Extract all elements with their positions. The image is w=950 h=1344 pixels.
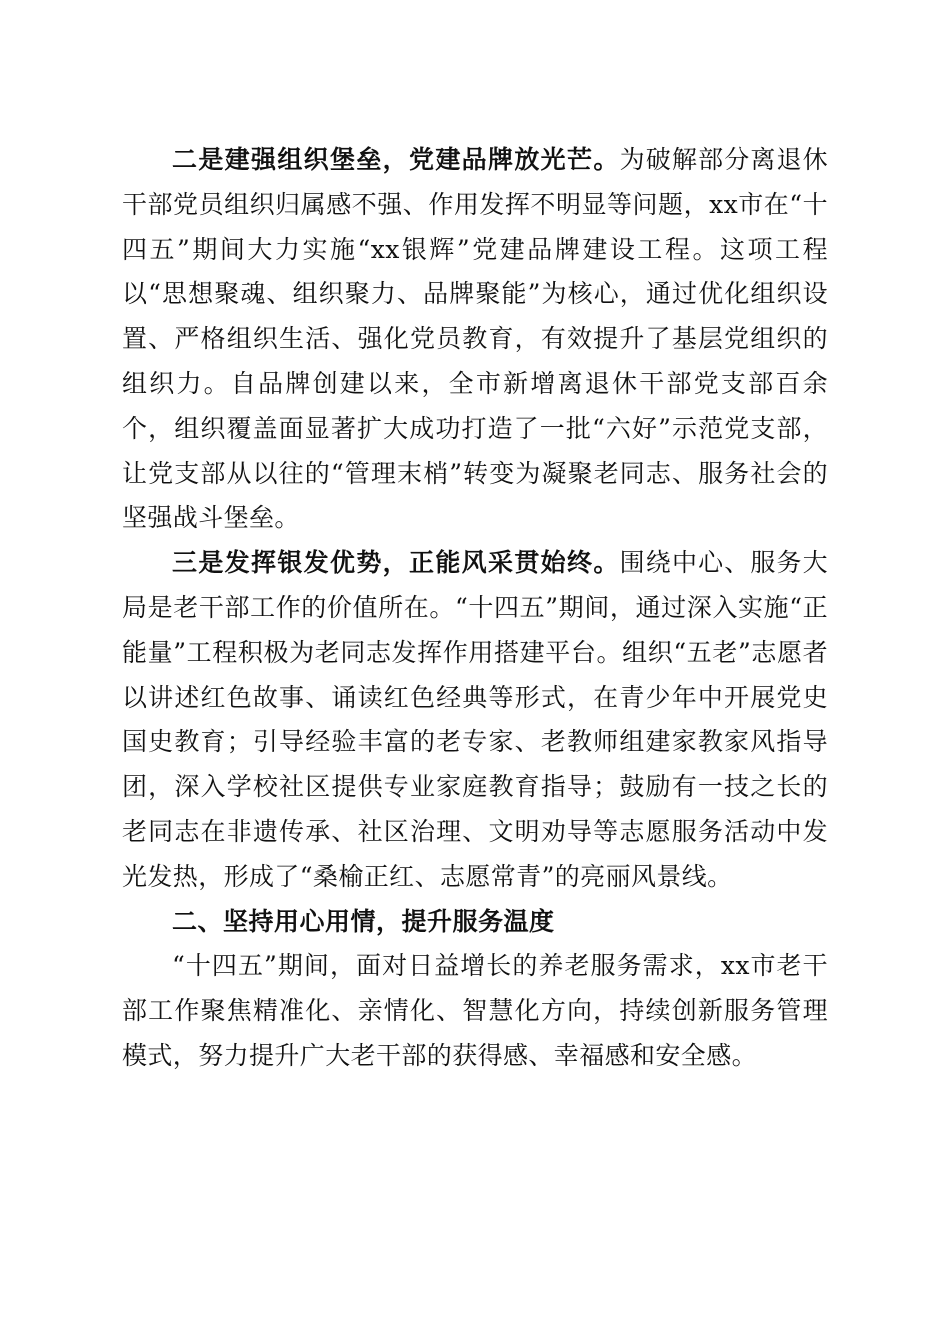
- paragraph-lead-organization: 二是建强组织堡垒，党建品牌放光芒。: [172, 145, 620, 174]
- paragraph-service-intro: “十四五”期间，面对日益增长的养老服务需求，xx市老干部工作聚焦精准化、亲情化、智慧化方向，持续创新服务管理模式，努力提升广大老干部的获得感、幸福感和安全感。: [122, 951, 828, 1070]
- paragraph-body-silver: 围绕中心、服务大局是老干部工作的价值所在。“十四五”期间，通过深入实施“正能量”工程积极为老同志发挥作用搭建平台。组织“五老”志愿者以讲述红色故事、诵读红色经典等形式，在青少年中开展党史国史教育；引导经验丰富的老专家、老教师组建家教家风指导团，深入学校社区提供专业家庭教育指导；鼓励有一技之长的老同志在非遗传承、社区治理、文明劝导等志愿服务活动中发光发热，形成了“桑榆正红、志愿常青”的亮丽风景线。: [122, 548, 829, 891]
- document-body: [122, 138, 828, 1079]
- section-heading-service: 二、坚持用心用情，提升服务温度: [172, 906, 555, 936]
- paragraph-lead-silver: 三是发挥银发优势，正能风采贯始终。: [172, 548, 620, 578]
- paragraph-silver-advantage: [122, 541, 828, 899]
- paragraph-body-organization: 为破解部分离退休干部党员组织归属感不强、作用发挥不明显等问题，xx市在“十四五”期间大力实施“xx银辉”党建品牌建设工程。这项工程以“思想聚魂、组织聚力、品牌聚能”为核心，通过优化组织设置、严格组织生活、强化党员教育，有效提升了基层党组织的组织力。自品牌创建以来，全市新增离退休干部党支部百余个，组织覆盖面显著扩大成功打造了一批“六好”示范党支部，让党支部从以往的“管理末梢”转变为凝聚老同志、服务社会的坚强战斗堡垒。: [122, 145, 829, 533]
- paragraph-party-building: [122, 138, 828, 541]
